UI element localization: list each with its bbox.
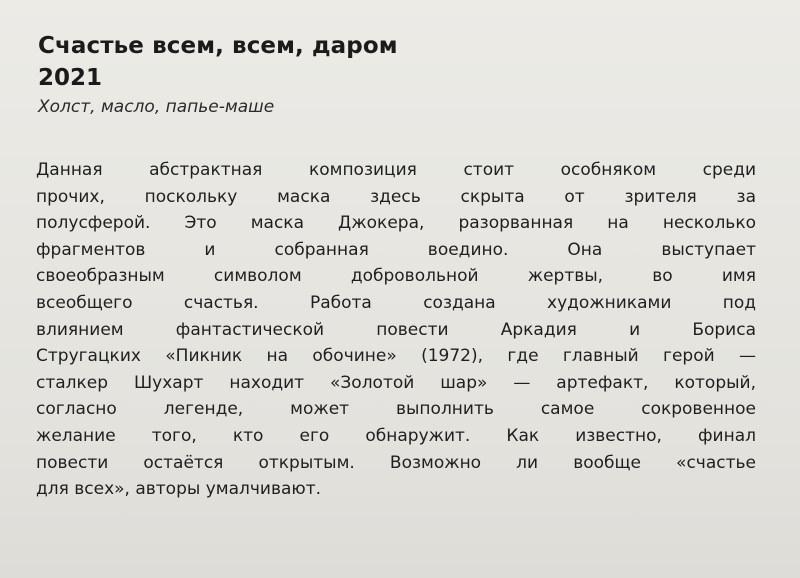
description-line: своеобразным символом добровольной жертвы, во имя (36, 266, 756, 287)
description-line: согласно легенде, может выполнить самое сокровенное (36, 399, 756, 420)
description-line: для всех», авторы умалчивают. (36, 479, 322, 500)
description-line: Данная абстрактная композиция стоит особняком среди (36, 160, 756, 180)
description-line: влиянием фантастической повести Аркадия и Бориса (36, 319, 756, 340)
description-line: полусферой. Это маска Джокера, разорванная на несколько (36, 213, 756, 234)
description-line: фрагментов и собранная воедино. Она выступает (36, 239, 756, 260)
description-line: Стругацких «Пикник на обочине» (1972), где главный герой — (36, 346, 756, 367)
artwork-title: Счастье всем, всем, даром (38, 33, 398, 59)
artwork-description (36, 157, 756, 503)
description-line: прочих, поскольку маска здесь скрыта от зрителя за (36, 186, 756, 207)
description-line: повести остаётся открытым. Возможно ли вообще «счастье (36, 452, 756, 473)
description-line: сталкер Шухарт находит «Золотой шар» — артефакт, который, (36, 372, 756, 393)
artwork-label-header (38, 30, 758, 120)
description-line: всеобщего счастья. Работа создана художниками под (36, 292, 756, 313)
artwork-medium: Холст, масло, папье-маше (38, 97, 275, 117)
description-line: желание того, кто его обнаружит. Как известно, финал (36, 425, 756, 446)
artwork-year: 2021 (38, 65, 103, 91)
